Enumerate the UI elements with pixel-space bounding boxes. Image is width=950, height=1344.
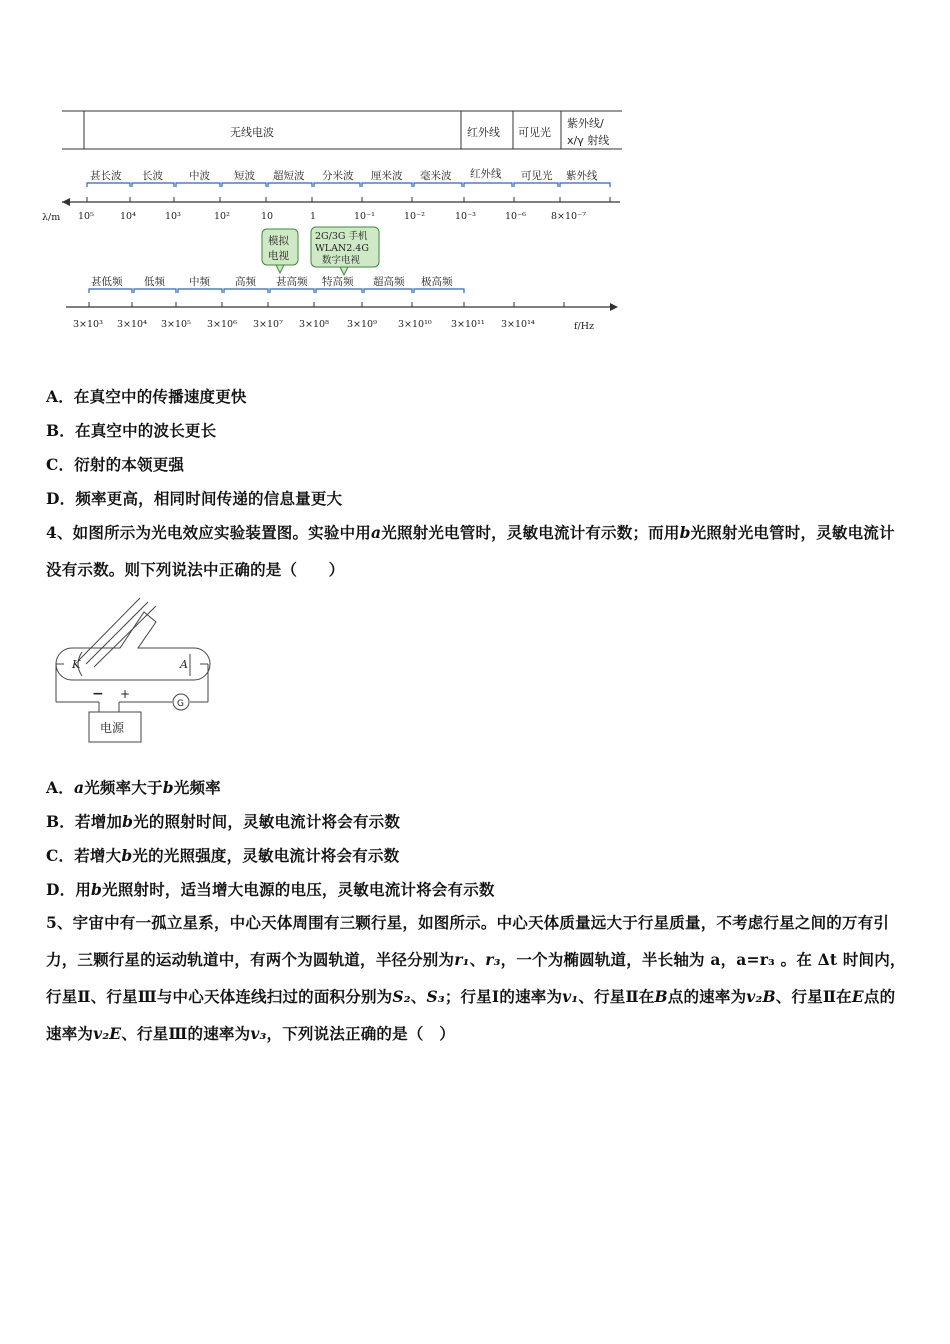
q4-var-b: b <box>162 778 174 797</box>
q5-var: v₁ <box>562 987 579 1006</box>
freq-tick: 3×10¹⁰ <box>398 319 432 330</box>
q4-var-a: a <box>371 523 382 542</box>
q5-var: v₂B <box>746 987 776 1006</box>
freq-tick: 3×10⁸ <box>299 319 329 330</box>
q5-var: v₃ <box>250 1024 267 1043</box>
lambda-tick: 10⁻⁶ <box>505 211 526 222</box>
q5-var: E <box>851 987 864 1006</box>
band-infrared: 红外线 <box>467 126 500 139</box>
wave-name: 中波 <box>189 170 210 182</box>
callout-mobile-wlan <box>311 227 379 275</box>
q5-text: 5、宇宙中有一孤立星系，中心天体周围有三颗行星，如图所示。中心天体质量远大于行星质量，不考虑行星之间的万有引力，三颗行星的运动轨道中，有两个为圆轨道，半径分别为 <box>46 913 890 969</box>
freq-axis-label: f/Hz <box>574 321 595 332</box>
photoelectric-figure <box>44 594 224 746</box>
q3-option-b: B．在真空中的波长更长 <box>46 421 217 440</box>
q5-text: 点的速率为 <box>46 987 896 1043</box>
freq-tick: 3×10⁴ <box>117 319 147 330</box>
q5-text: 、行星Ⅱ在 <box>578 987 655 1006</box>
q5-text: 、 <box>410 987 427 1006</box>
lambda-tick: 10⁵ <box>78 211 94 222</box>
q4-var-b: b <box>121 846 133 865</box>
q4-stem-part: 光照射光电管时，灵敏电流计有示数；而用 <box>381 523 680 542</box>
q4-stem-part: 4、如图所示为光电效应实验装置图。实验中用 <box>46 523 371 542</box>
q5-stem <box>46 904 910 1052</box>
freq-name: 极高频 <box>421 276 453 288</box>
q4-option-c <box>46 844 399 866</box>
freq-tick: 3×10⁶ <box>207 319 237 330</box>
freq-tick: 3×10¹¹ <box>451 319 485 330</box>
q5-var: r₃ <box>485 950 501 969</box>
lambda-tick: 10² <box>214 211 230 222</box>
freq-tick: 3×10⁷ <box>253 319 283 330</box>
q4-stem-part: 光照射光电管时，灵敏电流计没有示数。则下列说法中正确的是（ ） <box>46 523 895 579</box>
lambda-tick: 10 <box>261 211 274 222</box>
freq-tick: 3×10¹⁴ <box>501 319 535 330</box>
wave-name: 短波 <box>234 170 255 182</box>
q5-var: B <box>654 987 668 1006</box>
lambda-tick: 10⁻¹ <box>354 211 375 222</box>
q3-option-c: C．衍射的本领更强 <box>46 455 185 474</box>
q4-opt-text: D．用 <box>46 880 92 899</box>
q3-option-a: A．在真空中的传播速度更快 <box>46 387 247 406</box>
q4-opt-text: 光照射时，适当增大电源的电压，灵敏电流计将会有示数 <box>102 880 495 899</box>
freq-tick: 3×10³ <box>73 319 103 330</box>
band-radio: 无线电波 <box>230 126 274 139</box>
q5-text: 、行星Ⅱ在 <box>775 987 852 1006</box>
q4-opt-text: 光频率 <box>173 778 221 797</box>
callout-mobile-line1: 2G/3G 手机 <box>315 231 368 242</box>
lambda-tick: 10⁻³ <box>455 211 476 222</box>
callout-analog-tv <box>262 229 298 273</box>
lambda-tick: 1 <box>310 211 317 222</box>
q4-option-b <box>46 810 400 832</box>
callout-analog-tv-line2: 电视 <box>268 250 289 262</box>
wave-name: 超短波 <box>273 170 305 182</box>
q5-text: ，下列说法正确的是（ ） <box>266 1024 455 1043</box>
q5-var: v₂E <box>93 1024 122 1043</box>
q4-opt-text: A． <box>46 778 74 797</box>
lambda-axis-label: λ/m <box>42 212 61 223</box>
q3-option-d: D．频率更高，相同时间传递的信息量更大 <box>46 489 343 508</box>
q5-text: ；行星Ⅰ的速率为 <box>444 987 563 1006</box>
q5-text: 点的速率为 <box>667 987 747 1006</box>
lambda-tick: 10³ <box>165 211 181 222</box>
q4-opt-text: B．若增加 <box>46 812 123 831</box>
q5-text: 、 <box>469 950 486 969</box>
wave-name: 甚长波 <box>90 170 122 182</box>
q5-var: r₁ <box>454 950 470 969</box>
q4-option-a <box>46 776 221 798</box>
q4-var-b: b <box>91 880 103 899</box>
q4-stem <box>46 514 910 588</box>
spectrum-figure <box>40 105 630 340</box>
q5-var: S₃ <box>426 987 445 1006</box>
freq-name: 中频 <box>189 276 210 288</box>
callout-mobile-line2: WLAN2.4G <box>315 243 369 254</box>
wave-name: 紫外线 <box>566 170 598 182</box>
cathode-label: K <box>72 658 81 671</box>
wave-name: 分米波 <box>322 170 354 182</box>
q5-var: S₂ <box>392 987 411 1006</box>
lambda-tick: 10⁴ <box>120 211 136 222</box>
band-uv: 紫外线/ <box>567 117 604 130</box>
galvanometer-label: G <box>177 699 184 709</box>
q4-opt-text: 光的照射时间，灵敏电流计将会有示数 <box>133 812 401 831</box>
q4-var-b: b <box>679 523 691 542</box>
q4-opt-text: 光频率大于 <box>84 778 163 797</box>
freq-tick: 3×10⁹ <box>347 319 377 330</box>
freq-name: 超高频 <box>373 276 405 288</box>
q4-option-d <box>46 878 495 900</box>
band-visible: 可见光 <box>518 126 551 139</box>
wave-name: 厘米波 <box>371 170 403 182</box>
wave-name: 长波 <box>142 170 163 182</box>
band-xray: x/γ 射线 <box>567 134 610 147</box>
wave-name: 可见光 <box>521 170 553 182</box>
q4-var-b: b <box>122 812 134 831</box>
minus-sign: − <box>92 686 104 702</box>
q5-text: 、行星Ⅲ的速率为 <box>121 1024 251 1043</box>
q4-var-a: a <box>73 778 85 797</box>
freq-name: 特高频 <box>322 276 354 288</box>
lambda-tick: 10⁻² <box>404 211 425 222</box>
freq-name: 甚高频 <box>276 276 308 288</box>
power-source-label: 电源 <box>100 721 125 735</box>
freq-tick: 3×10⁵ <box>161 319 191 330</box>
wave-name: 毫米波 <box>420 170 452 182</box>
callout-mobile-line3: 数字电视 <box>322 255 361 266</box>
wave-name: 红外线 <box>470 168 502 180</box>
freq-name: 低频 <box>144 276 165 288</box>
callout-analog-tv-line1: 模拟 <box>268 235 289 247</box>
q4-opt-text: 光的光照强度，灵敏电流计将会有示数 <box>132 846 400 865</box>
freq-name: 甚低频 <box>91 276 123 288</box>
q5-text: ，一个为椭圆轨道，半长轴为 a，a=r₃ 。在 Δt 时间内，行星Ⅱ、行星Ⅲ与中心天体连线扫过的面积分别为 <box>46 950 906 1006</box>
freq-name: 高频 <box>235 276 256 288</box>
anode-label: A <box>180 658 188 671</box>
q4-opt-text: C．若增大 <box>46 846 122 865</box>
plus-sign: + <box>120 687 131 701</box>
lambda-tick: 8×10⁻⁷ <box>551 211 586 222</box>
